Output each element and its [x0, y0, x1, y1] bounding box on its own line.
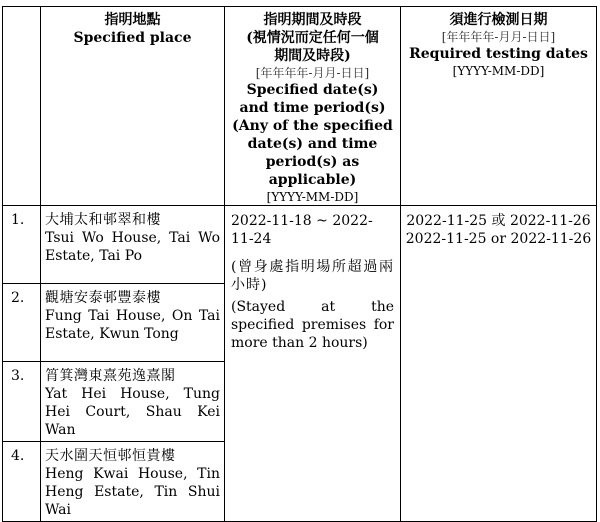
testing-date-en: 2022-11-25 or 2022-11-26 — [405, 231, 592, 247]
table-row — [3, 206, 597, 284]
header-period-en-2: and time period(s) — [239, 100, 386, 116]
row-number: 2. — [3, 284, 41, 362]
place-name-zh: 天水圍天恒邨恒貴樓 — [45, 448, 176, 464]
specified-places-table — [2, 6, 597, 522]
period-note-en: (Stayed at the specified premises for more than 2 hours) — [231, 299, 394, 351]
place-name-zh: 大埔太和邨翠和樓 — [45, 212, 161, 228]
header-period-en-3: (Any of the specified — [232, 118, 393, 134]
period-range: 2022-11-18 ~ 2022-11-24 — [231, 213, 373, 247]
header-place-zh: 指明地點 — [104, 12, 161, 28]
row-number: 1. — [3, 206, 41, 284]
row-number: 4. — [3, 442, 41, 522]
header-period-zh-3: 期間及時段) — [274, 48, 351, 64]
place-cell — [41, 206, 225, 284]
place-cell — [41, 442, 225, 522]
header-place-en: Specified place — [73, 30, 192, 46]
header-period-format-zh: [年年年年-月月-日日] — [255, 66, 370, 80]
header-number-column — [3, 7, 41, 206]
place-name-en: Tsui Wo House, Tai Wo Estate, Tai Po — [45, 230, 220, 264]
period-note-zh: (曾身處指明場所超過兩小時) — [231, 259, 394, 293]
place-cell — [41, 284, 225, 362]
period-cell — [225, 206, 401, 522]
place-name-en: Yat Hei House, Tung Hei Court, Shau Kei Wan — [45, 386, 220, 438]
place-name-en: Fung Tai House, On Tai Estate, Kwun Tong — [45, 308, 220, 342]
place-name-zh: 筲箕灣東熹苑逸熹閣 — [45, 368, 176, 384]
testing-date-zh: 2022-11-25 或 2022-11-26 — [406, 213, 591, 229]
header-specified-period — [225, 7, 401, 206]
table-header-row — [3, 7, 597, 206]
header-period-en-4: date(s) and time — [247, 136, 378, 152]
header-period-zh-2: (視情況而定任何一個 — [246, 30, 379, 46]
place-cell — [41, 362, 225, 442]
header-testing-dates — [401, 7, 597, 206]
header-testing-en: Required testing dates — [409, 46, 588, 62]
place-name-zh: 觀塘安泰邨豐泰樓 — [45, 290, 161, 306]
header-period-zh-1: 指明期間及時段 — [263, 12, 362, 28]
row-number: 3. — [3, 362, 41, 442]
header-testing-format-en: [YYYY-MM-DD] — [452, 64, 545, 78]
place-name-en: Heng Kwai House, Tin Heng Estate, Tin Shui Wai — [45, 466, 220, 518]
header-period-en-5: period(s) as applicable) — [265, 154, 360, 188]
testing-dates-cell — [401, 206, 597, 522]
header-testing-zh: 須進行檢測日期 — [449, 12, 548, 28]
header-specified-place — [41, 7, 225, 206]
header-period-format-en: [YYYY-MM-DD] — [266, 190, 359, 204]
header-testing-format-zh: [年年年年-月月-日日] — [441, 30, 556, 44]
header-period-en-1: Specified date(s) — [246, 82, 379, 98]
